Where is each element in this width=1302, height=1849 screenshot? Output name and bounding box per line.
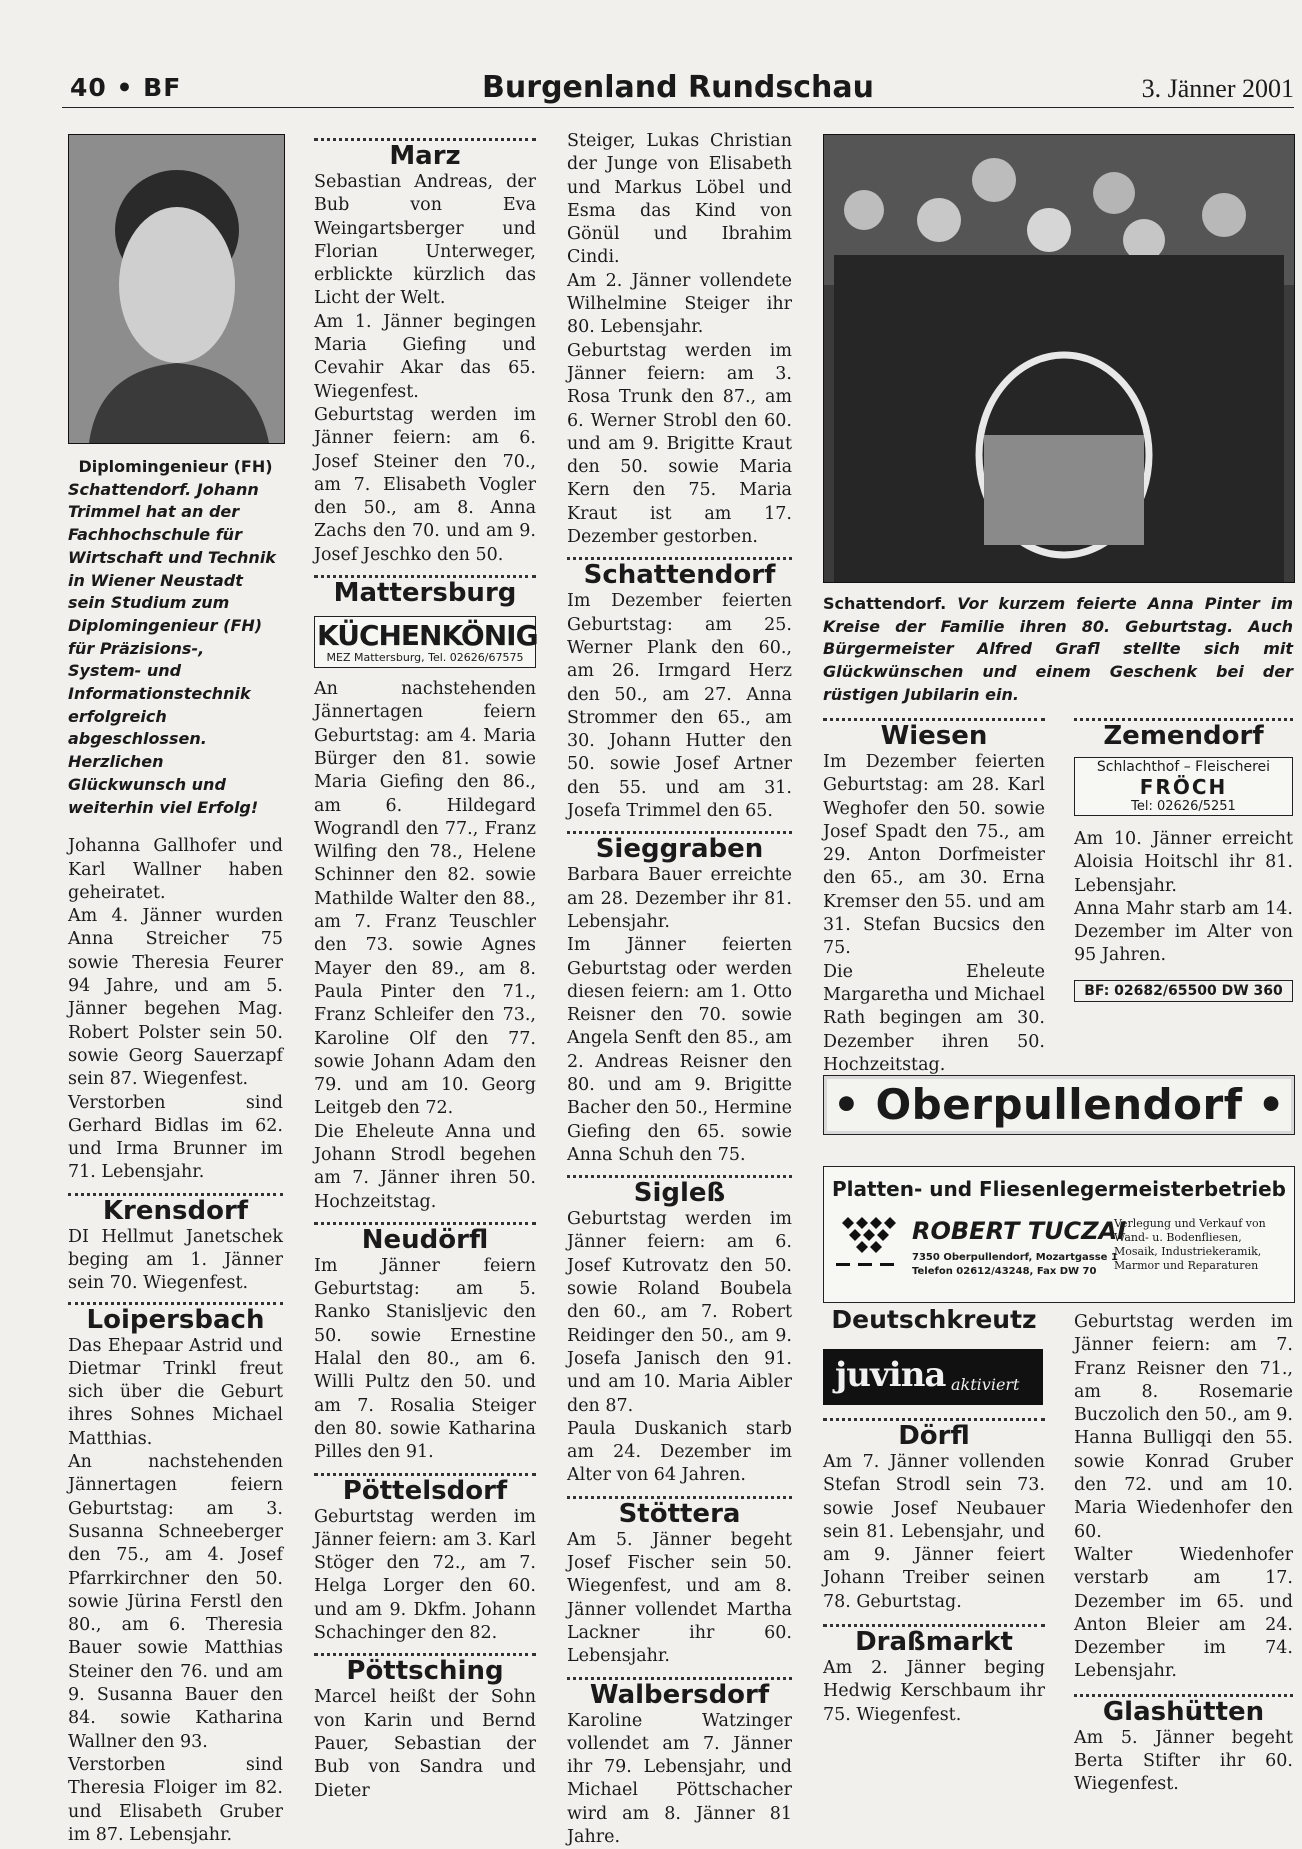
portrait-photo <box>68 134 285 444</box>
bf-contact-box: BF: 02682/65500 DW 360 <box>1074 980 1293 1002</box>
section-heading: Pöttsching <box>346 1656 504 1687</box>
paragraph: Am 5. Jänner begeht Berta Stifter ihr 60. Wiegenfest. <box>1074 1727 1293 1795</box>
paragraph: Sebastian Andreas, der Bub von Eva Weingartsberger und Florian Unterweger, erblickte kürzlich das Licht der Welt. <box>314 172 536 309</box>
paragraph: An nachstehenden Jännertagen feiern Geburtstag: am 3. Susanna Schneeberger den 75., am 4. Josef Pfarrkirchner den 50. sowie Jürina Ferstl den 80., am 6. Theresia Bauer sowie Matthias Steiner den 76. und am 9. Susanna Bauer den 84. sowie Katharina Wallner den 93. <box>68 1452 283 1752</box>
paragraph: Geburtstag werden im Jänner feiern: am 6. Josef Kutrovatz den 50. sowie Roland Boubela den 60., am 7. Robert Reidinger den 50., am 9. Josefa Janisch den 91. und am 10. Maria Aibler den 87. <box>567 1209 792 1416</box>
newspaper-title: Burgenland Rundschau <box>482 70 874 105</box>
paragraph: Johanna Gallhofer und Karl Wallner haben geheiratet. <box>68 836 283 903</box>
paragraph: Am 7. Jänner vollenden Stefan Strodl sein 73. sowie Josef Neubauer sein 81. Lebensjahr, und am 9. Jänner feiert Johann Treiber seinen 78. Geburtstag. <box>823 1452 1045 1612</box>
group-photo <box>823 134 1295 583</box>
paragraph: Am 10. Jänner erreicht Aloisia Hoitschl ihr 81. Lebensjahr. <box>1074 829 1293 896</box>
paragraph: Anna Mahr starb am 14. Dezember im Alter von 95 Jahren. <box>1074 898 1293 966</box>
section-heading: Marz <box>389 141 461 171</box>
caption-title: Diplomingenieur (FH) <box>78 457 273 476</box>
portrait-caption <box>68 456 283 819</box>
paragraph: Am 2. Jänner vollendete Wilhelmine Steiger ihr 80. Lebensjahr. <box>567 270 792 338</box>
paragraph: Walter Wiedenhofer verstarb am 17. Dezember im 65. und Anton Bleier am 24. Dezember im 74. Lebensjahr. <box>1074 1544 1293 1682</box>
paragraph: Barbara Bauer erreichte am 28. Dezember ihr 81. Lebensjahr. <box>567 865 792 932</box>
paragraph: Am 1. Jänner begingen Maria Giefing und Cevahir Akar das 65. Wiegenfest. <box>314 311 536 402</box>
ad-brand: KÜCHENKÖNIG <box>317 619 538 653</box>
paragraph: Geburtstag werden im Jänner feiern: am 6. Josef Steiner den 70., am 7. Elisabeth Vogler den 50., am 8. Anna Zachs den 70. und am 9. Josef Jeschko den 50. <box>314 404 536 565</box>
page-header <box>62 70 1294 106</box>
ad-brand: FRÖCH <box>1139 775 1228 799</box>
juvina-ad <box>823 1349 1043 1405</box>
tile-logo-icon <box>832 1213 902 1273</box>
header-rule <box>62 107 1294 108</box>
section-heading: Dörfl <box>898 1421 970 1451</box>
paragraph: Paula Duskanich starb am 24. Dezember im Alter von 64 Jahren. <box>567 1418 792 1486</box>
section-heading: Sieggraben <box>595 834 764 865</box>
ad-contact: MEZ Mattersburg, Tel. 02626/67575 <box>326 651 524 665</box>
paragraph: Im Jänner feierten Geburtstag oder werden diesen feiern: am 1. Otto Reisner den 70. sowie Angela Senft den 85., am 2. Andreas Reisner den 80. und am 9. Brigitte Bacher den 50., Hermine Giefing den 65. sowie Anna Schuh den 75. <box>567 935 792 1165</box>
issue-date: 3. Jänner 2001 <box>1141 74 1294 103</box>
paragraph: Im Dezember feierten Geburtstag: am 28. Karl Weghofer den 50. sowie Josef Spadt den 75., am 29. Anton Dorfmeister den 65., am 30. Erna Kremser den 55. und am 31. Stefan Bucsics den 75. <box>823 752 1045 959</box>
group-photo-caption <box>823 593 1293 707</box>
section-heading: Pöttelsdorf <box>342 1475 508 1506</box>
region-banner <box>823 1075 1295 1135</box>
section-heading: Stöttera <box>618 1498 741 1529</box>
section-heading: Wiesen <box>880 721 988 751</box>
section-heading: Sigleß <box>633 1178 726 1209</box>
paragraph: Am 5. Jänner begeht Josef Fischer sein 50. Wiegenfest, und am 8. Jänner vollendet Martha Lackner ihr 60. Lebensjahr. <box>567 1529 792 1667</box>
caption-title: Schattendorf. <box>823 594 947 613</box>
paragraph: Im Jänner feiern Geburtstag: am 5. Ranko Stanisljevic den 50. sowie Ernestine Halal den 80., am 6. Willi Pultz den 50. und am 7. Rosalia Steiger den 80. sowie Katharina Pilles den 91. <box>314 1255 536 1463</box>
column-1 <box>68 456 283 1847</box>
paragraph: Verstorben sind Gerhard Bidlas im 62. und Irma Brunner im 71. Lebensjahr. <box>68 1092 283 1183</box>
paragraph: An nachstehenden Jännertagen feiern Geburtstag: am 4. Maria Bürger den 81. sowie Maria Giefing den 86., am 6. Hildegard Wograndl den 77., Franz Wilfing den 78., Helene Schinner den 82. sowie Mathilde Walter den 88., am 7. Franz Teuschler den 73. sowie Agnes Mayer den 89., am 8. Paula Pinter den 71., Franz Schleifer den 73., Karoline Olf den 77. sowie Johann Adam den 79. und am 10. Georg Leitgeb den 72. <box>314 679 536 1119</box>
paragraph: Karoline Watzinger vollendet am 7. Jänner ihr 79. Lebensjahr, und Michael Pöttschacher wird am 8. Jänner 81 Jahre. <box>567 1710 792 1847</box>
section-heading: Schattendorf <box>583 560 776 591</box>
column-doerfl <box>823 1418 1045 1727</box>
paragraph: Im Dezember feierten Geburtstag: am 25. Werner Plank den 60., am 26. Irmgard Herz den 50., am 27. Anna Strommer den 65., am 30. Johann Hutter den 50. sowie Josef Artner den 55. und am 31. Josefa Trimmel den 65. <box>567 591 792 822</box>
column-2 <box>314 138 536 1803</box>
section-heading: Deutschkreutz <box>831 1305 1037 1334</box>
ad-company: ROBERT TUCZAI <box>912 1217 1127 1245</box>
column-zemendorf <box>1074 718 1293 1002</box>
paragraph: Geburtstag werden im Jänner feiern: am 3. Karl Stöger den 72., am 7. Helga Lorger den 60. und am 9. Dkfm. Johann Schachinger den 82. <box>314 1506 536 1644</box>
ad-brand: juvina <box>835 1355 946 1395</box>
paragraph: Verstorben sind Theresia Floiger im 82. und Elisabeth Gruber im 87. Lebensjahr. <box>68 1754 283 1845</box>
section-heading: Glashütten <box>1102 1696 1265 1727</box>
banner-title: • Oberpullendorf • <box>833 1080 1285 1129</box>
section-heading: Draßmarkt <box>855 1627 1013 1658</box>
section-heading: Zemendorf <box>1103 721 1264 751</box>
ad-contact: Tel: 02626/5251 <box>1131 799 1236 814</box>
ad-description: Verlegung und Verkauf von Wand- u. Bodenfliesen, Mosaik, Industriekeramik, Marmor und Reparaturen <box>1114 1217 1266 1272</box>
section-heading: Loipersbach <box>86 1304 265 1335</box>
ad-line: Schlachthof – Fleischerei <box>1096 759 1271 775</box>
ad-headline: Platten- und Fliesenlegermeisterbetrieb <box>832 1177 1286 1201</box>
kuechenkoenig-ad <box>314 616 536 668</box>
paragraph: Das Ehepaar Astrid und Dietmar Trinkl freut sich über die Geburt ihres Sohnes Michael Matthias. <box>68 1335 283 1449</box>
paragraph: Die Eheleute Margaretha und Michael Rath begingen am 30. Dezember ihren 50. Hochzeitstag. <box>823 961 1045 1075</box>
section-heading: Mattersburg <box>333 578 517 609</box>
paragraph: Am 4. Jänner wurden Anna Streicher 75 sowie Theresia Feurer 94 Jahre, und am 5. Jänner begehen Mag. Robert Polster sein 50. sowie Georg Sauerzapf sein 87. Wiegenfest. <box>68 906 283 1090</box>
paragraph: Geburtstag werden im Jänner feiern: am 3. Rosa Trunk den 87., am 6. Werner Strobl den 60. und am 9. Brigitte Kraut den 50. sowie Maria Kern den 75. Maria Kraut ist am 17. Dezember gestorben. <box>567 340 792 548</box>
paragraph: Steiger, Lukas Christian der Junge von Elisabeth und Markus Löbel und Esma das Kind von Gönül und Ibrahim Cindi. <box>567 131 792 268</box>
caption-text: Vor kurzem feierte Anna Pinter im Kreise der Familie ihren 80. Geburtstag. Auch Bürgermeister Alfred Grafl stellte sich mit Glückwünschen und einem Geschenk bei der rüstigen Jubilarin ein. <box>823 594 1293 704</box>
paragraph: Am 2. Jänner beging Hedwig Kerschbaum ihr 75. Wiegenfest. <box>823 1658 1045 1725</box>
paragraph: Geburtstag werden im Jänner feiern: am 7. Franz Reisner den 71., am 8. Rosemarie Buczolich den 50., am 9. Hanna Bulligqi den 55. sowie Konrad Gruber den 72. und am 10. Maria Wiedenhofer den 60. <box>1074 1312 1293 1542</box>
column-wiesen <box>823 718 1045 1077</box>
ad-slogan: aktiviert <box>951 1375 1020 1394</box>
section-heading: Neudörfl <box>361 1224 489 1255</box>
column-3 <box>567 130 792 1849</box>
page-number: 40 • BF <box>70 73 182 102</box>
caption-text: Schattendorf. Johann Trimmel hat an der Fachhochschule für Wirtschaft und Technik in Wiener Neustadt sein Studium zum Diplomingenieur (FH) für Präzisions-, System- und Informationstechnik erfolgreich abgeschlossen. Herzlichen Glückwunsch und weiterhin viel Erfolg! <box>68 479 276 817</box>
section-heading: Krensdorf <box>102 1195 249 1226</box>
paragraph: Marcel heißt der Sohn von Karin und Bernd Pauer, Sebastian der Bub von Sandra und Dieter <box>314 1687 536 1801</box>
column-deutschkreutz <box>1074 1311 1293 1797</box>
paragraph: Die Eheleute Anna und Johann Strodl begehen am 7. Jänner ihren 50. Hochzeitstag. <box>314 1121 536 1212</box>
section-heading: Walbersdorf <box>589 1679 770 1710</box>
paragraph: DI Hellmut Janetschek beging am 1. Jänner sein 70. Wiegenfest. <box>68 1226 283 1294</box>
ad-address: 7350 Oberpullendorf, Mozartgasse 1 <box>912 1252 1118 1263</box>
tuczai-ad <box>823 1166 1295 1303</box>
froech-ad <box>1074 757 1293 816</box>
ad-contact: Telefon 02612/43248, Fax DW 70 <box>912 1266 1097 1277</box>
